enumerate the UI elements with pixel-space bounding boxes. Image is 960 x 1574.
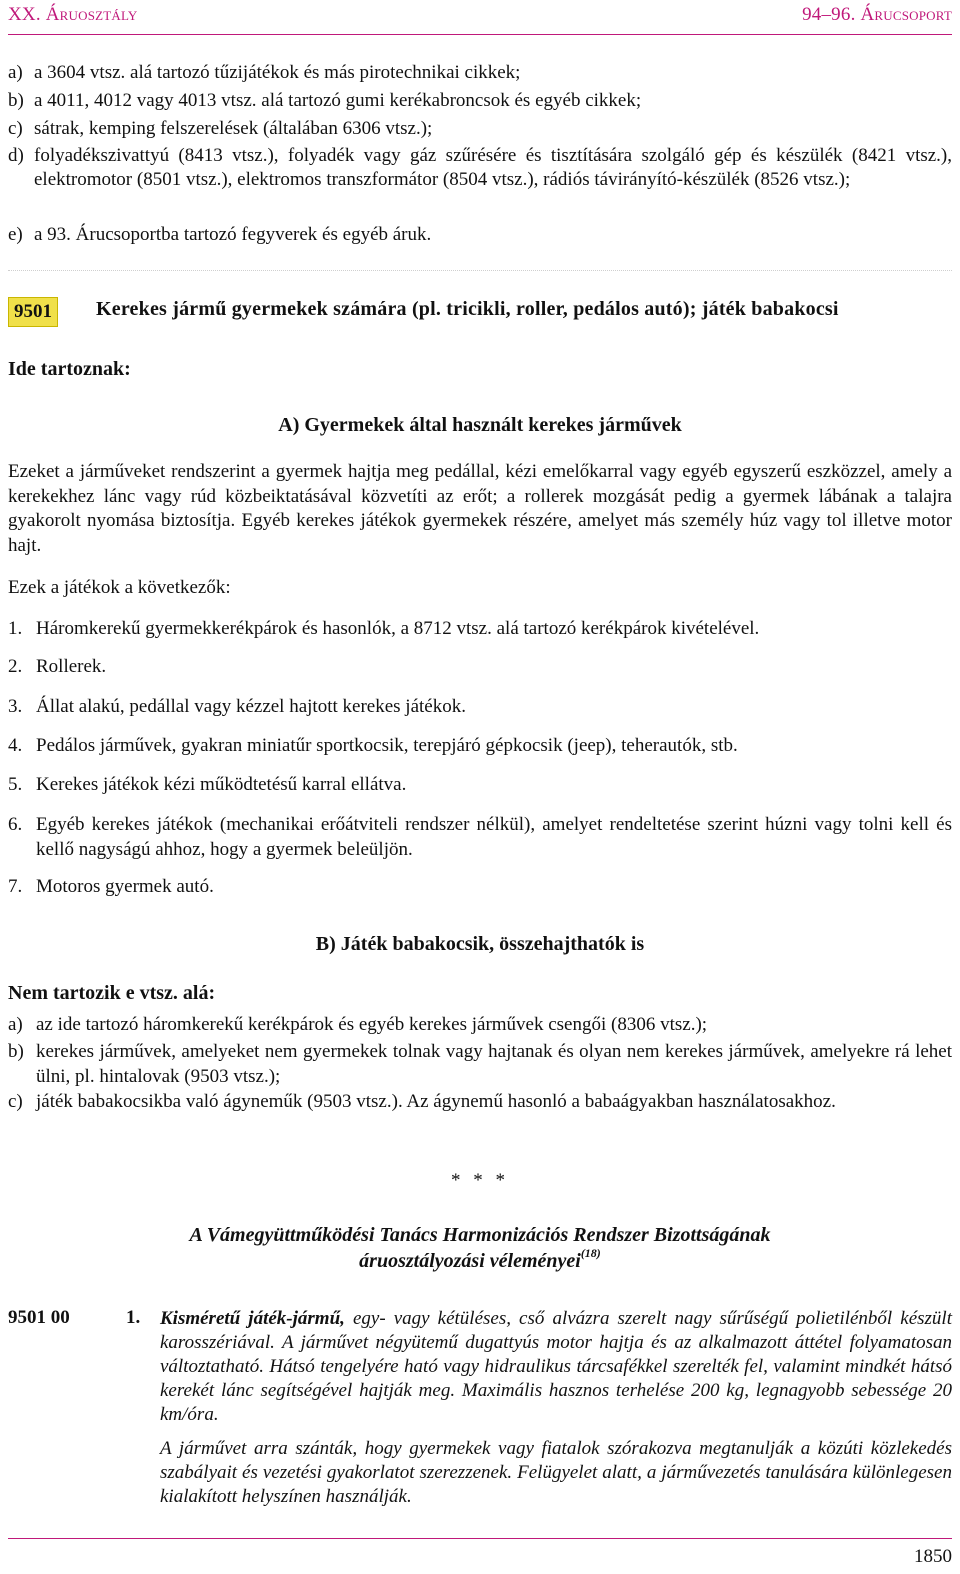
list-item: 5. Kerekes játékok kézi működtetésű karral ellátva.	[8, 774, 407, 795]
section-a-intro: Ezek a játékok a következők:	[8, 577, 231, 598]
not-included-label: Nem tartozik e vtsz. alá:	[8, 982, 216, 1004]
list-item: c) játék babakocsikba való ágyneműk (9503 vtsz.). Az ágynemű hasonló a babaágyakban használatosakhoz.	[8, 1091, 836, 1112]
list-item: 4. Pedálos járművek, gyakran miniatűr sportkocsik, terepjáró gépkocsik (jeep), teherautók, stb.	[8, 735, 738, 756]
list-item: e) a 93. Árucsoportba tartozó fegyverek és egyéb áruk.	[8, 224, 432, 245]
running-header	[8, 4, 952, 28]
section-b-title: B) Játék babakocsik, összehajthatók is	[315, 933, 645, 955]
header-section: XX. Áruosztály	[8, 4, 138, 25]
list-item: 7. Motoros gyermek autó.	[8, 876, 214, 897]
section-a-paragraph: Ezeket a járműveket rendszerint a gyermek hajtja meg pedállal, kézi emelőkarral vagy egyéb egyszerű eszközzel, amely a kerekekhez lánc vagy rúd közbeiktatásával közvetíti az erőt; a rollerek mozgását pedig a gyermek lábának a talajra gyakorolt nyomása biztosítja. Egyéb kerekes játékok gyermekek részére, amelyet más személy húz vagy tol illetve motor hajt.	[8, 461, 952, 556]
section-separator	[8, 270, 952, 271]
footnote-ref: (18)	[580, 1246, 601, 1260]
list-item: b) kerekes járművek, amelyeket nem gyermekek tolnak vagy hajtanak és olyan nem kerekes járművek, amelyekre rá lehet ülni, pl. hintalovak (9503 vtsz.);	[8, 1041, 952, 1087]
heading-9501	[8, 297, 952, 327]
list-item: d) folyadékszivattyú (8413 vtsz.), folyadék vagy gáz szűrésére és tisztítására szolgáló gép és készülék (8421 vtsz.), elektromotor (8501 vtsz.), elektromos transzformátor (8504 vtsz.), rádiós távirányító-készülék (8526 vtsz.);	[8, 145, 952, 190]
opinion-code: 9501 00	[8, 1307, 70, 1328]
page-number: 1850	[914, 1546, 952, 1567]
section-a-title: A) Gyermekek által használt kerekes járművek	[278, 414, 682, 436]
list-item: 6. Egyéb kerekes játékok (mechanikai erőátviteli rendszer nélkül), amelyet rendeltetése szerint húzni vagy tolni kell és kellő nagyságú ahhoz, hogy a gyermek beleüljön.	[8, 814, 952, 860]
opinion-number: 1.	[126, 1307, 141, 1328]
heading-title: Kerekes jármű gyermekek számára (pl. tricikli, roller, pedálos autó); játék babakocsi	[96, 298, 839, 320]
footer-rule	[8, 1538, 952, 1539]
list-item: a) az ide tartozó háromkerekű kerékpárok és egyéb kerekes járművek csengői (8306 vtsz.);	[8, 1014, 708, 1035]
opinion-title-line2: áruosztályozási véleményei$^{(18)}$	[359, 1246, 601, 1272]
header-chapters: 94–96. Árucsoport	[802, 4, 952, 25]
asterisks-divider: * * *	[451, 1170, 509, 1191]
opinion-text: Kisméretű játék-jármű, egy- vagy kétüléses, cső alvázra szerelt nagy sűrűségű polietilénből készült karosszériával. A járművet négyütemű dugattyús motor hajtja és az alkalmazott áttétel folyamatosan változtatható. Hátsó tengelyére ható vagy hidraulikus tárcsafékkel szerelték fel, valamint mindkét hátsó kerekét lánc segítségével hajtják meg. Maximális hasznos terhelése 200 kg, legnagyobb sebessége 20 km/óra. A járművet arra szánták, hogy gyermekek vagy fiatalok szórakozva megtanulják a közúti közlekedés szabályait és vezetési gyakorlatot szerezzenek. Felügyelet alatt, a járművezetés tanulására különlegesen kialakított helyszínen használják.	[160, 1308, 952, 1507]
list-item: 3. Állat alakú, pedállal vagy kézzel hajtott kerekes játékok.	[8, 696, 466, 717]
list-item: c) sátrak, kemping felszerelések (általában 6306 vtsz.);	[8, 118, 433, 139]
list-item: 2. Rollerek.	[8, 656, 107, 677]
includes-label: Ide tartoznak:	[8, 358, 131, 380]
list-item: a) a 3604 vtsz. alá tartozó tűzijátékok és más pirotechnikai cikkek;	[8, 62, 521, 83]
header-rule	[8, 34, 952, 35]
opinion-title-line1: A Vámegyüttműködési Tanács Harmonizációs Rendszer Bizottságának	[189, 1224, 771, 1246]
list-item: 1. Háromkerekű gyermekkerékpárok és hasonlók, a 8712 vtsz. alá tartozó kerékpárok kivételével.	[8, 618, 760, 639]
opinion-lead: Kisméretű játék-jármű,	[160, 1308, 345, 1329]
heading-code: 9501	[8, 297, 58, 327]
list-item: b) a 4011, 4012 vagy 4013 vtsz. alá tartozó gumi kerékabroncsok és egyéb cikkek;	[8, 90, 642, 111]
